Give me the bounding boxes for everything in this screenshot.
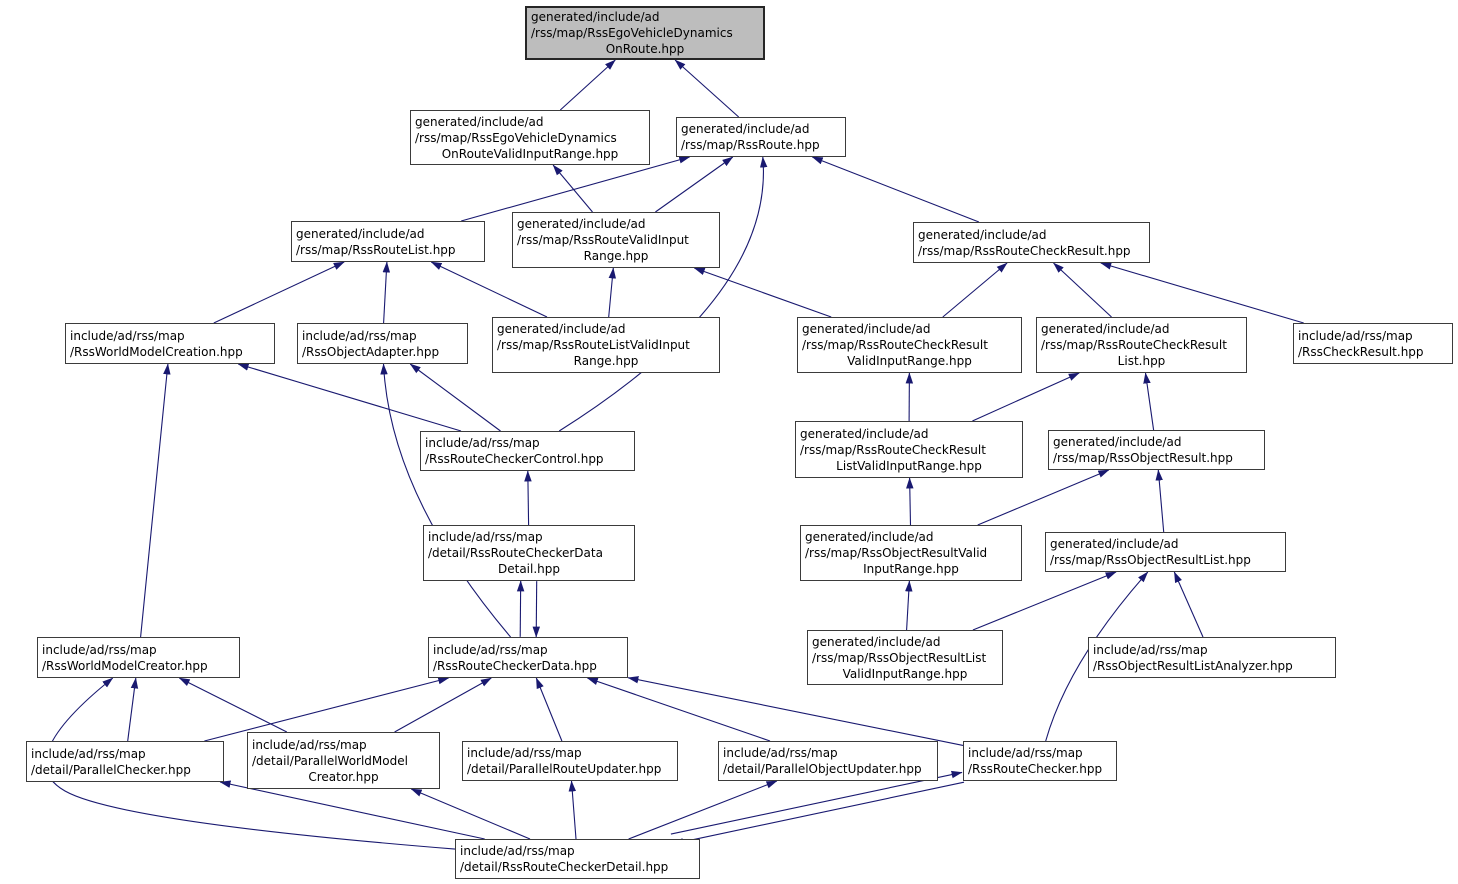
node-label-line: /RssObjectResultListAnalyzer.hpp xyxy=(1093,658,1293,673)
node-label-line: generated/include/ad xyxy=(802,322,931,336)
node-label-line: generated/include/ad xyxy=(812,634,941,649)
edge-datadetail-to-checkerdata xyxy=(536,581,537,637)
node-label-line: /RssCheckResult.hpp xyxy=(1298,344,1424,359)
node-label-line: ValidInputRange.hpp xyxy=(847,354,972,368)
node-or_vir[interactable] xyxy=(800,525,1022,581)
edge-route_vir-to-onroute_vir xyxy=(553,165,592,212)
node-label-line: /rss/map/RssRouteCheckResult xyxy=(1041,338,1227,352)
node-label-line: /rss/map/RssRouteList.hpp xyxy=(296,242,456,257)
edge-checkercontrol-to-objadapter xyxy=(410,364,500,431)
node-label-line: generated/include/ad xyxy=(497,322,626,336)
node-label-line: Range.hpp xyxy=(583,249,649,263)
node-label-line: Range.hpp xyxy=(573,354,639,368)
edge-wmcreator-to-wmcreation xyxy=(141,364,168,637)
node-label-line: OnRouteValidInputRange.hpp xyxy=(441,146,619,161)
node-label-line: /detail/RssRouteCheckerData xyxy=(428,546,603,560)
edge-objadapter-to-routelist xyxy=(384,262,387,323)
edge-orlanalyzer-to-orlist xyxy=(1174,572,1203,637)
node-label-line: include/ad/rss/map xyxy=(723,746,838,760)
node-routelist[interactable] xyxy=(291,221,485,262)
edge-datadetail-to-checkercontrol xyxy=(528,471,529,525)
edge-onroute_vir-to-onroute xyxy=(560,60,615,110)
node-rcrl_vir[interactable] xyxy=(795,421,1023,478)
node-label-line: /rss/map/RssEgoVehicleDynamics xyxy=(415,130,617,145)
node-label-line: Detail.hpp xyxy=(497,562,560,576)
node-label-line: OnRoute.hpp xyxy=(605,42,685,56)
node-label-line: generated/include/ad xyxy=(1041,322,1170,336)
edge-or_vir-to-rcrl_vir xyxy=(910,478,911,525)
edge-detail-to-pwmc xyxy=(411,789,530,839)
node-label-line: include/ad/rss/map xyxy=(1093,642,1208,657)
node-pchecker[interactable] xyxy=(26,741,224,782)
node-objadapter[interactable] xyxy=(297,323,468,364)
edge-routecheckresult-to-rssroute xyxy=(812,157,979,222)
node-wmcreator[interactable] xyxy=(37,637,240,678)
node-prupdater[interactable] xyxy=(462,741,678,781)
node-label-line: List.hpp xyxy=(1117,354,1166,368)
node-label-line: /rss/map/RssRouteValidInput xyxy=(517,233,689,247)
edge-orl_vir-to-or_vir xyxy=(907,581,910,630)
edge-checkresult-to-routecheckresult xyxy=(1101,263,1304,323)
node-detail[interactable] xyxy=(455,839,700,879)
edge-rcr_list-to-routecheckresult xyxy=(1054,263,1112,317)
node-label-line: /detail/RssRouteCheckerDetail.hpp xyxy=(460,860,669,874)
node-label-line: InputRange.hpp xyxy=(863,562,959,576)
node-label-line: /rss/map/RssEgoVehicleDynamics xyxy=(531,26,733,40)
edge-detail-to-poupdater xyxy=(629,781,777,839)
edge-checkercontrol-to-rssroute xyxy=(559,157,763,431)
edge-checkerdata-to-datadetail xyxy=(520,581,521,637)
node-label-line: /RssRouteCheckerData.hpp xyxy=(433,658,597,673)
node-label-line: generated/include/ad xyxy=(800,426,929,441)
edge-detail-to-rchecker xyxy=(671,772,962,834)
edge-routelist_vir-to-route_vir xyxy=(609,268,614,317)
node-label-line: generated/include/ad xyxy=(296,226,425,241)
edge-objresult-to-rcr_list xyxy=(1146,373,1154,430)
node-rcr_vir[interactable] xyxy=(797,317,1022,373)
node-orl_vir[interactable] xyxy=(807,630,1003,685)
node-label-line: /rss/map/RssObjectResultList xyxy=(812,650,987,665)
node-routecheckresult[interactable] xyxy=(913,222,1150,263)
node-orlanalyzer[interactable] xyxy=(1088,637,1336,678)
node-label-line: /RssWorldModelCreation.hpp xyxy=(70,344,243,359)
node-checkercontrol[interactable] xyxy=(420,431,635,471)
node-label-line: include/ad/rss/map xyxy=(42,642,157,657)
node-label-line: include/ad/rss/map xyxy=(252,737,367,752)
node-label-line: Creator.hpp xyxy=(308,769,379,784)
node-label-line: /RssObjectAdapter.hpp xyxy=(302,344,440,359)
node-label-line: generated/include/ad xyxy=(415,114,544,129)
node-rcr_list[interactable] xyxy=(1036,317,1247,373)
edge-rchecker-to-detail xyxy=(673,782,964,844)
node-label-line: /rss/map/RssRoute.hpp xyxy=(681,138,820,152)
node-onroute_vir[interactable] xyxy=(410,110,650,165)
node-label-line: include/ad/rss/map xyxy=(31,746,146,761)
edge-rcrl_vir-to-rcr_list xyxy=(972,373,1079,421)
edge-rcr_vir-to-route_vir xyxy=(694,268,831,317)
node-label-line: include/ad/rss/map xyxy=(428,530,543,544)
node-label-line: generated/include/ad xyxy=(1050,537,1179,551)
node-onroute[interactable] xyxy=(525,6,765,60)
node-wmcreation[interactable] xyxy=(65,323,275,364)
node-rchecker[interactable] xyxy=(963,741,1117,781)
node-label-line: include/ad/rss/map xyxy=(433,642,548,657)
node-label-line: ListValidInputRange.hpp xyxy=(836,458,982,473)
node-label-line: /rss/map/RssObjectResultValid xyxy=(805,546,988,560)
edge-rchecker-to-checkerdata xyxy=(628,678,963,746)
node-label-line: /rss/map/RssObjectResult.hpp xyxy=(1053,451,1233,465)
node-label-line: /rss/map/RssRouteCheckResult.hpp xyxy=(918,243,1131,258)
node-pwmc[interactable] xyxy=(247,732,440,789)
node-label-line: include/ad/rss/map xyxy=(1298,328,1413,343)
node-label-line: include/ad/rss/map xyxy=(467,746,582,760)
node-rssroute[interactable] xyxy=(676,117,846,157)
edge-detail-to-prupdater xyxy=(572,781,577,839)
node-poupdater[interactable] xyxy=(718,741,938,781)
node-label-line: /RssRouteChecker.hpp xyxy=(968,762,1103,776)
node-datadetail[interactable] xyxy=(423,525,635,581)
node-label-line: /RssRouteCheckerControl.hpp xyxy=(425,452,604,466)
edge-pchecker-to-wmcreator xyxy=(128,678,136,741)
node-label-line: generated/include/ad xyxy=(517,217,646,231)
node-label-line: /rss/map/RssRouteCheckResult xyxy=(800,442,986,457)
node-label-line: /detail/ParallelWorldModel xyxy=(252,753,408,768)
node-label-line: generated/include/ad xyxy=(1053,435,1182,449)
node-label-line: include/ad/rss/map xyxy=(302,328,417,343)
edge-pwmc-to-checkerdata xyxy=(395,678,492,732)
node-label-line: generated/include/ad xyxy=(681,122,810,136)
edge-prupdater-to-checkerdata xyxy=(536,678,562,741)
edge-routelist_vir-to-routelist xyxy=(431,262,547,317)
node-checkresult[interactable] xyxy=(1293,323,1453,364)
node-label-line: /detail/ParallelObjectUpdater.hpp xyxy=(723,762,922,776)
node-label-line: ValidInputRange.hpp xyxy=(842,666,968,681)
node-routelist_vir[interactable] xyxy=(492,317,720,373)
node-label-line: /rss/map/RssObjectResultList.hpp xyxy=(1050,553,1251,567)
node-orlist[interactable] xyxy=(1045,532,1286,572)
node-label-line: /rss/map/RssRouteListValidInput xyxy=(497,338,690,352)
edge-wmcreation-to-routelist xyxy=(214,262,344,323)
node-objresult[interactable] xyxy=(1048,430,1265,470)
node-label-line: /detail/ParallelRouteUpdater.hpp xyxy=(467,762,662,776)
edge-route_vir-to-rssroute xyxy=(655,157,732,212)
edge-rssroute-to-onroute xyxy=(675,60,739,117)
node-label-line: include/ad/rss/map xyxy=(425,436,540,450)
edge-or_vir-to-objresult xyxy=(978,470,1109,525)
node-label-line: /detail/ParallelChecker.hpp xyxy=(31,762,191,777)
edge-checkerdata-to-objadapter xyxy=(384,364,511,637)
node-label-line: include/ad/rss/map xyxy=(968,746,1083,760)
node-label-line: /rss/map/RssRouteCheckResult xyxy=(802,338,988,352)
node-label-line: include/ad/rss/map xyxy=(70,328,185,343)
node-label-line: /RssWorldModelCreator.hpp xyxy=(42,658,208,673)
node-label-line: generated/include/ad xyxy=(805,530,934,544)
edge-rcr_vir-to-routecheckresult xyxy=(943,263,1007,317)
node-label-line: generated/include/ad xyxy=(918,227,1047,242)
edge-checkercontrol-to-wmcreation xyxy=(238,364,461,431)
edge-orlist-to-objresult xyxy=(1158,470,1163,532)
node-route_vir[interactable] xyxy=(512,212,720,268)
node-label-line: include/ad/rss/map xyxy=(460,844,575,858)
node-label-line: generated/include/ad xyxy=(531,10,660,24)
node-checkerdata[interactable] xyxy=(428,637,628,678)
